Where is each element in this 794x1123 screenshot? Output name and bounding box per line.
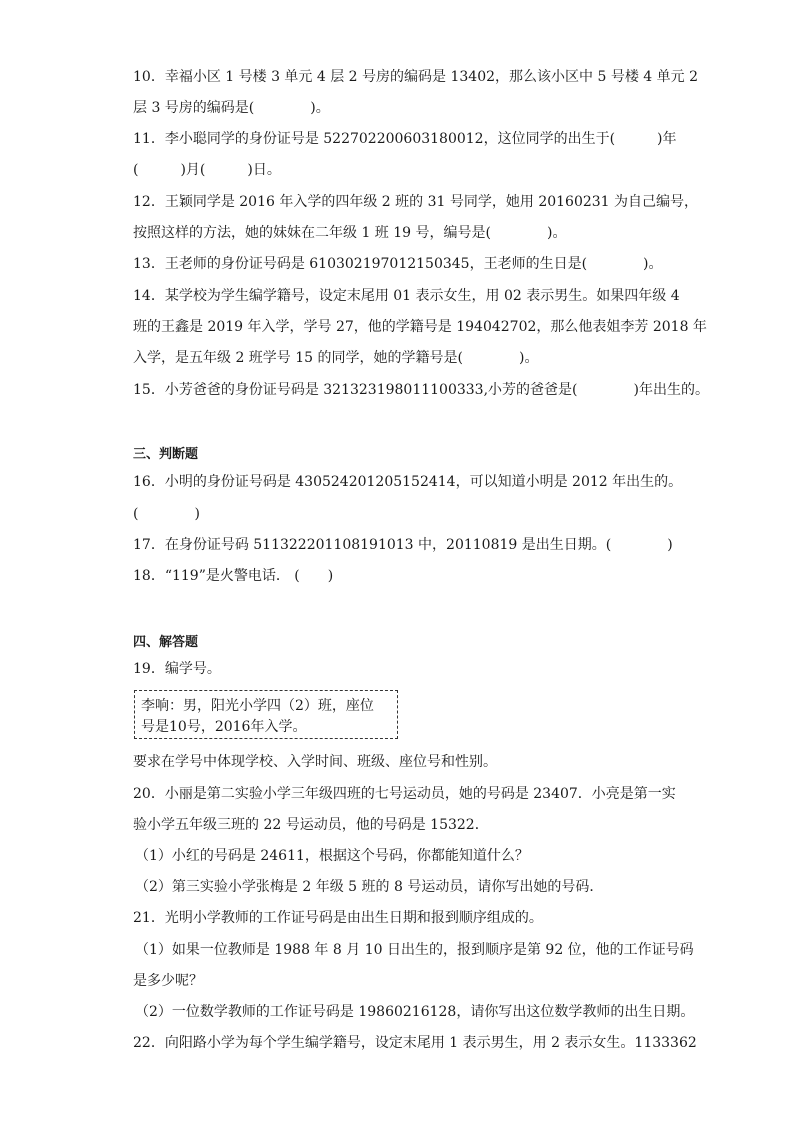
question-11-line-1: 11．李小聪同学的身份证号是 522702200603180012，这位同学的出生于( )年	[133, 131, 677, 147]
question-19-line-1: 19．编学号。	[133, 661, 221, 677]
question-17-line-1: 17．在身份证号码 511322201108191013 中，20110819 是出生日期。( )	[133, 537, 673, 553]
question-20-sub-2: （2）第三实验小学张梅是 2 年级 5 班的 8 号运动员，请你写出她的号码．	[135, 879, 604, 895]
question-20-sub-1: （1）小红的号码是 24611，根据这个号码，你都能知道什么？	[135, 848, 529, 864]
question-12-line-2: 按照这样的方法，她的妹妹在二年级 1 班 19 号，编号是( )。	[133, 225, 567, 241]
question-14-line-2: 班的王鑫是 2019 年入学，学号 27，他的学籍号是 194042702，那么他表姐李芳 2018 年	[133, 319, 707, 335]
question-21-sub-1-line-2: 是多少呢？	[133, 973, 203, 989]
question-16-line-1: 16．小明的身份证号码是 430524201205152414，可以知道小明是 2012 年出生的。	[133, 474, 683, 490]
question-14-line-3: 入学，是五年级 2 班学号 15 的同学，她的学籍号是( )。	[133, 350, 539, 366]
section-4-heading: 四、解答题	[133, 635, 199, 650]
question-13-line-1: 13．王老师的身份证号码是 610302197012150345，王老师的生日是( )。	[133, 256, 663, 272]
question-10-line-1: 10．幸福小区 1 号楼 3 单元 4 层 2 号房的编码是 13402，那么该小区中 5 号楼 4 单元 2	[133, 69, 699, 85]
question-16-line-2: ( )	[133, 506, 200, 522]
question-12-line-1: 12．王颖同学是 2016 年入学的四年级 2 班的 31 号同学，她用 20160231 为自己编号，	[133, 194, 699, 210]
info-box-line-2: 号是10号，2016年入学。	[141, 719, 307, 735]
question-22-line-1: 22．向阳路小学为每个学生编学籍号，设定末尾用 1 表示男生，用 2 表示女生。1133362	[133, 1035, 697, 1051]
question-15-line-1: 15．小芳爸爸的身份证号码是 321323198011100333,小芳的爸爸是( )年出生的。	[133, 382, 709, 398]
question-20-line-2: 验小学五年级三班的 22 号运动员，他的号码是 15322．	[133, 817, 489, 833]
question-19-info-box	[134, 690, 398, 739]
question-21-sub-1-line-1: （1）如果一位教师是 1988 年 8 月 10 日出生的，报到顺序是第 92 位，他的工作证号码	[135, 942, 694, 958]
info-box-line-1: 李响：男，阳光小学四（2）班，座位	[141, 698, 374, 714]
question-20-line-1: 20．小丽是第二实验小学三年级四班的七号运动员，她的号码是 23407．小亮是第一实	[133, 786, 676, 802]
question-11-line-2: ( )月( )日。	[133, 162, 281, 178]
question-14-line-1: 14．某学校为学生编学籍号，设定末尾用 01 表示女生，用 02 表示男生。如果四年级 4	[133, 288, 680, 304]
question-10-line-2: 层 3 号房的编码是( )。	[133, 100, 330, 116]
section-3-heading: 三、判断题	[133, 447, 199, 462]
question-18-line-1: 18．“119”是火警电话． ( )	[133, 568, 334, 584]
question-21-line-1: 21．光明小学教师的工作证号码是由出生日期和报到顺序组成的。	[133, 910, 543, 926]
question-19-line-2: 要求在学号中体现学校、入学时间、班级、座位号和性别。	[133, 754, 497, 770]
question-21-sub-2: （2）一位数学教师的工作证号码是 19860216128，请你写出这位数学教师的出生日期。	[135, 1004, 695, 1020]
